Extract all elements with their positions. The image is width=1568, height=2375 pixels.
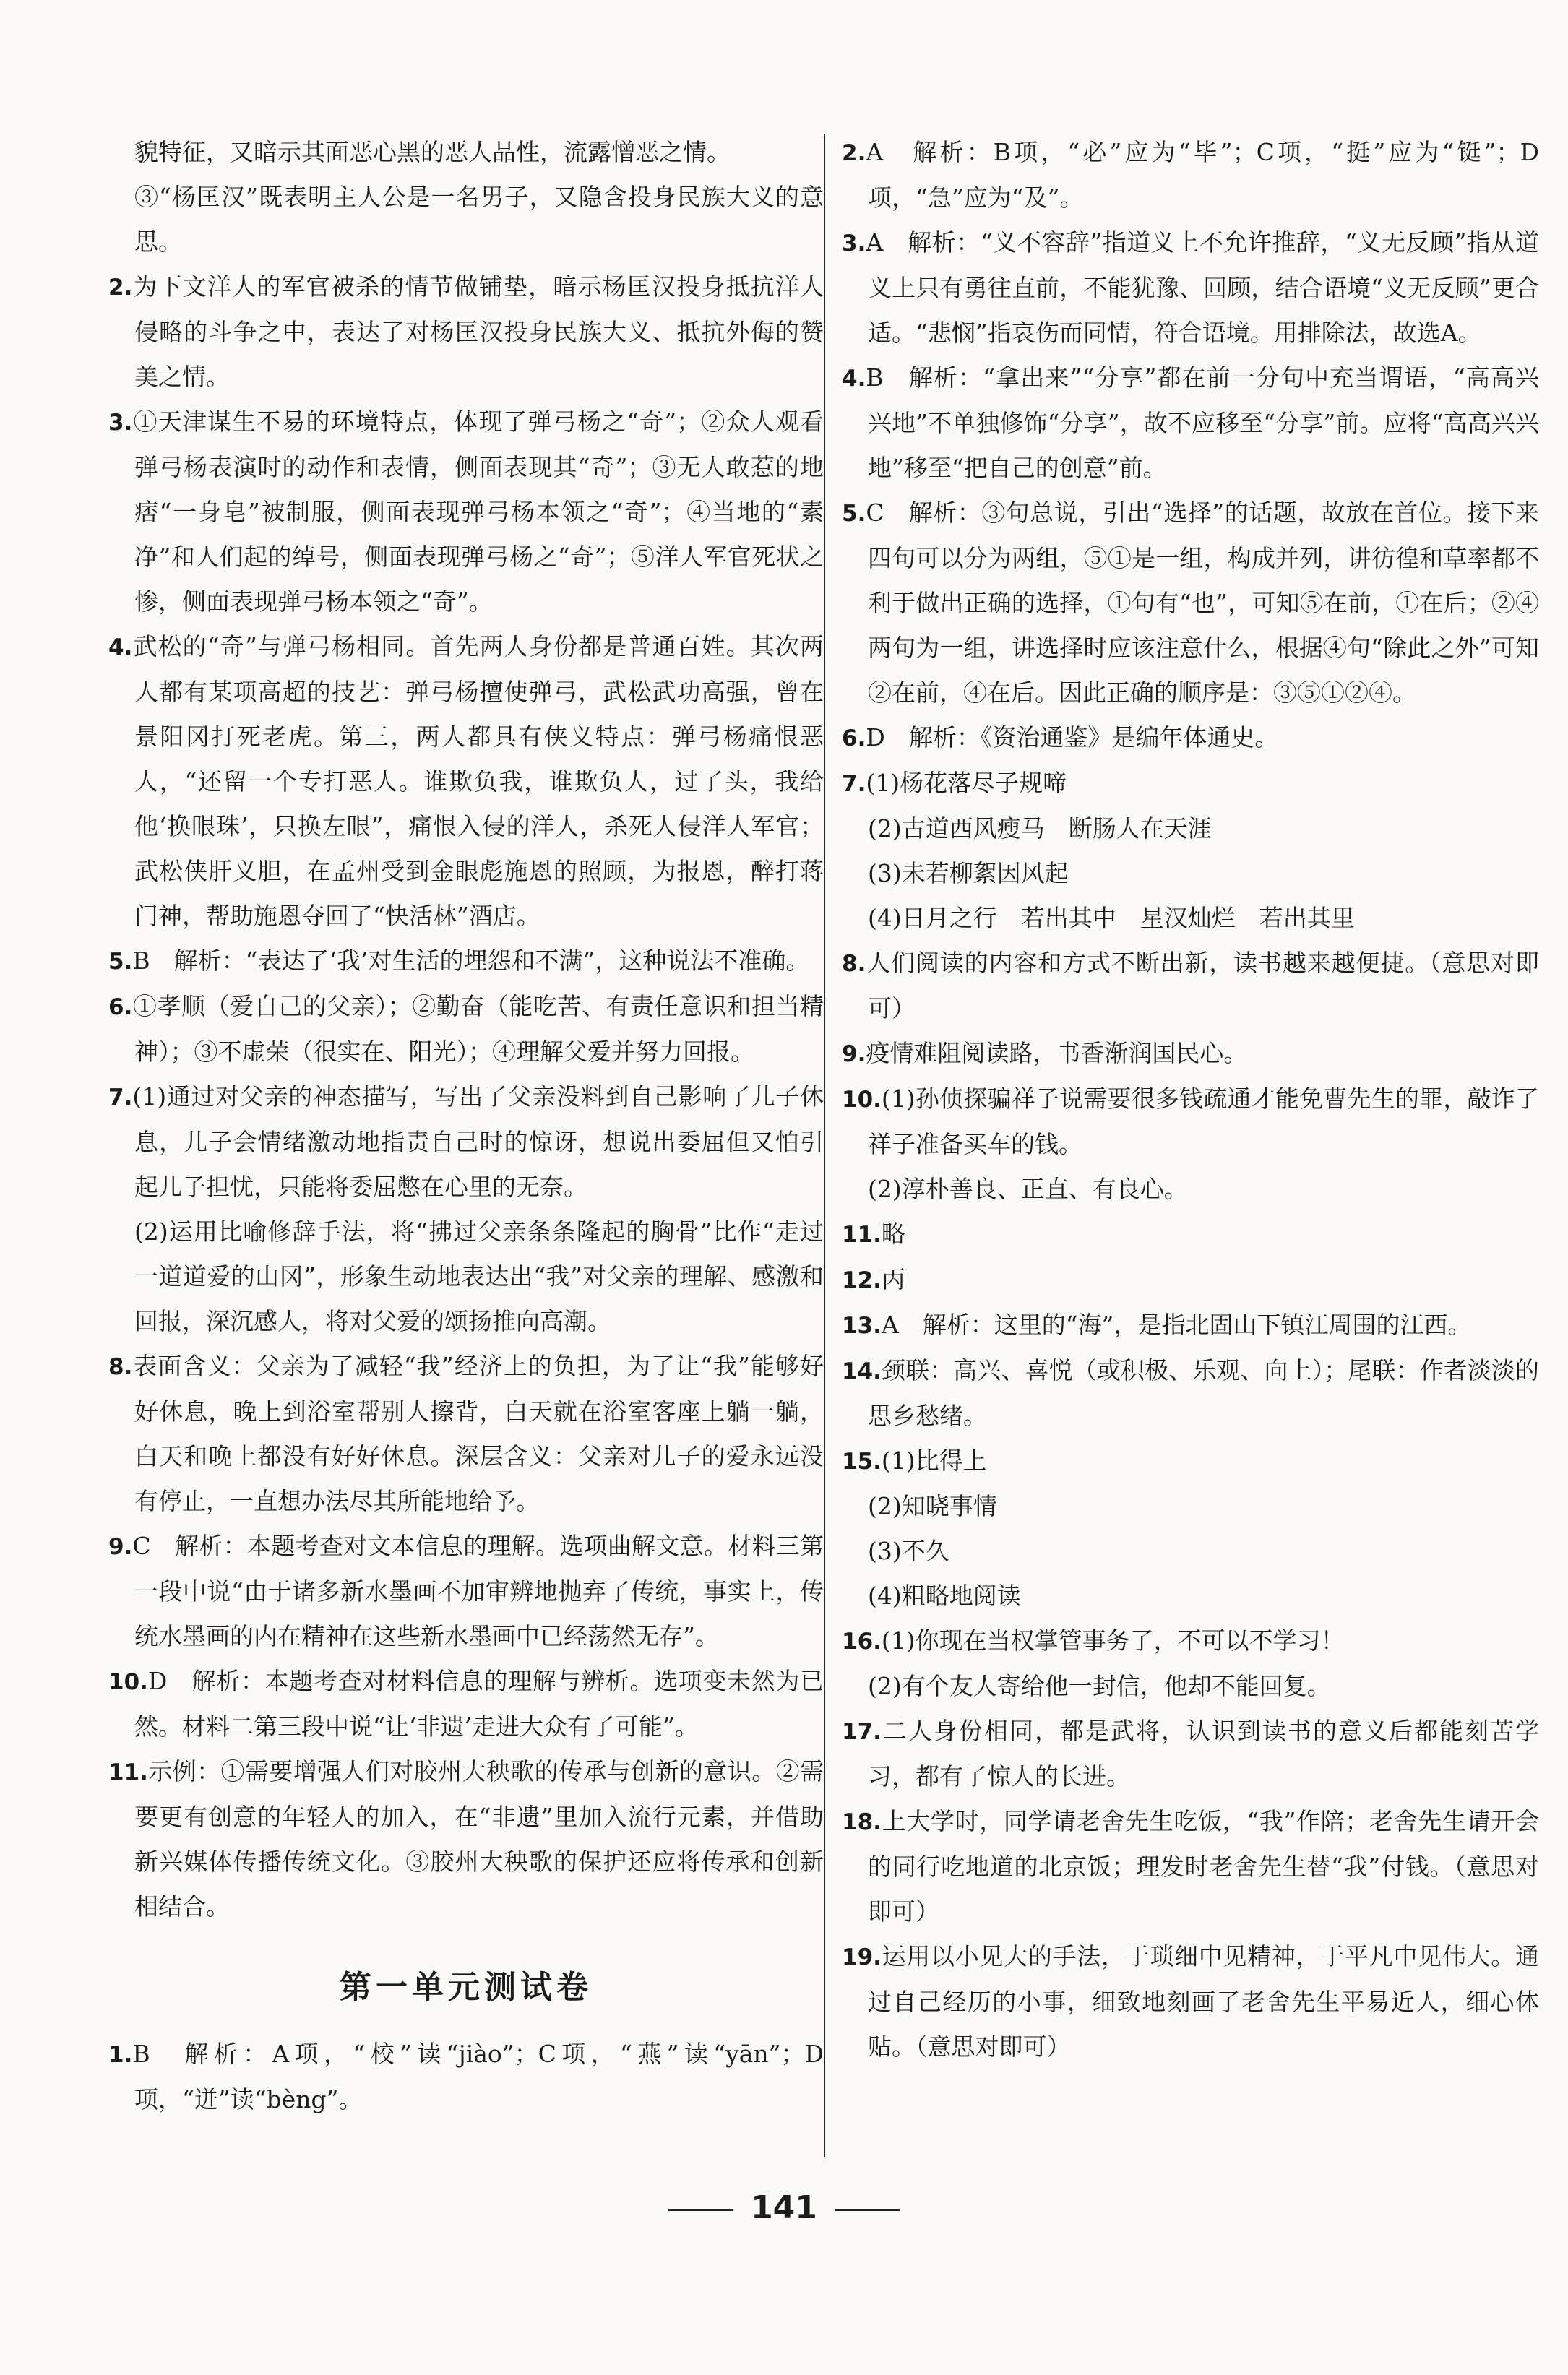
question-number: 15. bbox=[842, 1449, 882, 1475]
answer-text: 丙 bbox=[881, 1265, 905, 1293]
answer-item bbox=[842, 1212, 1539, 1257]
answer-item bbox=[108, 1210, 824, 1344]
answer-text: (1)杨花落尽子规啼 bbox=[866, 769, 1067, 797]
answer-item bbox=[108, 939, 824, 984]
question-number: 8. bbox=[842, 951, 866, 977]
answer-text: D 解析：《资治通鉴》是编年体通史。 bbox=[866, 723, 1279, 751]
answer-text: (2)运用比喻修辞手法，将“拂过父亲条条隆起的胸骨”比作“走过一道道爱的山冈”，形象生动地表达出“我”对父亲的理解、感激和回报，深沉感人，将对父爱的颂扬推向高潮。 bbox=[134, 1217, 824, 1335]
answer-text: (3)不久 bbox=[868, 1537, 949, 1565]
answer-text: A 解析：B项，“必”应为“毕”；C项，“挺”应为“铤”；D项，“急”应为“及”。 bbox=[866, 138, 1539, 212]
question-number: 11. bbox=[842, 1222, 882, 1248]
answer-item bbox=[842, 1439, 1539, 1484]
answer-item bbox=[842, 1574, 1539, 1618]
answer-item bbox=[842, 1303, 1539, 1348]
answer-item bbox=[842, 851, 1539, 896]
answer-text: B 解析：A项，“校”读“jiào”；C项，“燕”读“yān”；D项，“迸”读“bèng”。 bbox=[132, 2040, 824, 2113]
question-number: 3. bbox=[842, 230, 866, 257]
answer-item bbox=[108, 175, 824, 264]
answer-text: (1)你现在当权掌管事务了，不可以不学习！ bbox=[881, 1626, 1345, 1655]
answer-text: (1)比得上 bbox=[881, 1447, 987, 1475]
answer-text: (1)通过对父亲的神态描写，写出了父亲没料到自己影响了儿子休息，儿子会情绪激动地指责自己时的惊讶，想说出委屈但又怕引起儿子担忧，只能将委屈憋在心里的无奈。 bbox=[132, 1082, 824, 1201]
answer-text: 武松的“奇”与弹弓杨相同。首先两人身份都是普通百姓。其次两人都有某项高超的技艺：弹弓杨擅使弹弓，武松武功高强，曾在景阳冈打死老虎。第三，两人都具有侠义特点：弹弓杨痛恨恶人，“还留一个专打恶人。谁欺负我，谁欺负人，过了头，我给他‘换眼珠’，只换左眼”，痛恨入侵的洋人，杀死人侵洋人军官；武松侠肝义胆，在孟州受到金眼彪施恩的照顾，为报恩，醉打蒋门神，帮助施恩夺回了“快活林”酒店。 bbox=[132, 632, 824, 930]
question-number: 1. bbox=[108, 2042, 133, 2068]
question-number: 11. bbox=[108, 1759, 148, 1785]
answer-text: 貌特征，又暗示其面恶心黑的恶人品性，流露憎恶之情。 bbox=[134, 138, 731, 166]
question-number: 17. bbox=[842, 1719, 882, 1745]
answer-text: ③“杨匡汉”既表明主人公是一名男子，又隐含投身民族大义的意思。 bbox=[134, 183, 824, 256]
answer-text: B 解析：“表达了‘我’对生活的埋怨和不满”，这种说法不准确。 bbox=[132, 947, 810, 975]
page-number: 141 bbox=[0, 2189, 1568, 2226]
answer-text: A 解析：这里的“海”，是指北固山下镇江周围的江西。 bbox=[881, 1311, 1472, 1339]
answer-item bbox=[108, 400, 824, 624]
answer-text: C 解析：③句总说，引出“选择”的话题，故放在首位。接下来四句可以分为两组，⑤①是一组，构成并列，讲彷徨和草率都不利于做出正确的选择，①句有“也”，可知⑤在前，①在后；②④两句为一组，讲选择时应该注意什么，根据④句“除此之外”可知②在前，④在后。因此正确的顺序是：③⑤①②④。 bbox=[866, 499, 1539, 707]
question-number: 4. bbox=[108, 634, 133, 660]
answer-text: ①天津谋生不易的环境特点，体现了弹弓杨之“奇”；②众人观看弹弓杨表演时的动作和表情，侧面表现其“奇”；③无人敢惹的地痞“一身皂”被制服，侧面表现弹弓杨本领之“奇”；④当地的“素净”和人们起的绰号，侧面表现弹弓杨之“奇”；⑤洋人军官死状之惨，侧面表现弹弓杨本领之“奇”。 bbox=[132, 408, 824, 616]
answer-text: (3)未若柳絮因风起 bbox=[868, 859, 1069, 887]
answer-item bbox=[108, 1524, 824, 1659]
right-column bbox=[842, 130, 1539, 2069]
answer-item bbox=[842, 355, 1539, 491]
question-number: 9. bbox=[842, 1041, 866, 1067]
question-number: 16. bbox=[842, 1629, 882, 1655]
answer-item bbox=[108, 130, 824, 175]
question-number: 3. bbox=[108, 410, 133, 436]
answer-item bbox=[842, 1077, 1539, 1167]
question-number: 2. bbox=[842, 140, 866, 166]
question-number: 12. bbox=[842, 1267, 882, 1293]
question-number: 7. bbox=[842, 771, 866, 797]
answer-text: (2)知晓事情 bbox=[868, 1492, 997, 1520]
question-number: 5. bbox=[842, 501, 866, 527]
answer-item bbox=[842, 1529, 1539, 1574]
answer-item bbox=[842, 1167, 1539, 1212]
answer-item bbox=[108, 984, 824, 1074]
answer-text: 为下文洋人的军官被杀的情节做铺垫，暗示杨匡汉投身抵抗洋人侵略的斗争之中，表达了对杨匡汉投身民族大义、抵抗外侮的赞美之情。 bbox=[132, 272, 824, 391]
answer-text: (4)粗略地阅读 bbox=[868, 1582, 1021, 1610]
question-number: 8. bbox=[108, 1354, 133, 1380]
answer-text: (1)孙侦探骗祥子说需要很多钱疏通才能免曹先生的罪，敲诈了祥子准备买车的钱。 bbox=[868, 1085, 1539, 1158]
answer-item bbox=[842, 761, 1539, 806]
answer-item bbox=[842, 220, 1539, 355]
question-number: 10. bbox=[108, 1669, 148, 1695]
question-number: 5. bbox=[108, 949, 133, 975]
answer-item bbox=[842, 1709, 1539, 1799]
answer-item bbox=[842, 896, 1539, 941]
answer-item bbox=[108, 1074, 824, 1210]
answer-item bbox=[108, 1344, 824, 1524]
question-number: 19. bbox=[842, 1944, 882, 1970]
answer-text: 疫情难阻阅读路，书香渐润国民心。 bbox=[866, 1039, 1248, 1067]
answer-text: (4)日月之行 若出其中 星汉灿烂 若出其里 bbox=[868, 904, 1355, 932]
question-number: 6. bbox=[842, 725, 866, 751]
answer-text: ①孝顺（爱自己的父亲）；②勤奋（能吃苦、有责任意识和担当精神）；③不虚荣（很实在、阳光）；④理解父爱并努力回报。 bbox=[132, 992, 824, 1066]
column-divider bbox=[824, 134, 825, 2157]
answer-item bbox=[842, 941, 1539, 1031]
answer-item bbox=[842, 1618, 1539, 1664]
answer-text: 上大学时，同学请老舍先生吃饭，“我”作陪；老舍先生请开会的同行吃地道的北京饭；理发时老舍先生替“我”付钱。（意思对即可） bbox=[868, 1807, 1539, 1926]
answer-item bbox=[108, 1749, 824, 1929]
left-column bbox=[108, 130, 824, 2122]
answer-text: A 解析：“义不容辞”指道义上不允许推辞，“义无反顾”指从道义上只有勇往直前，不能犹豫、回顾，结合语境“义无反顾”更合适。“悲悯”指哀伤而同情，符合语境。用排除法，故选A。 bbox=[866, 228, 1539, 347]
answer-item bbox=[842, 1934, 1539, 2069]
answer-item bbox=[108, 624, 824, 939]
question-number: 7. bbox=[108, 1085, 133, 1111]
answer-item bbox=[842, 715, 1539, 761]
question-number: 18. bbox=[842, 1809, 882, 1835]
answer-item bbox=[842, 1031, 1539, 1077]
answer-item bbox=[842, 806, 1539, 851]
answer-text: 略 bbox=[881, 1220, 905, 1248]
answer-item bbox=[842, 1799, 1539, 1934]
question-number: 14. bbox=[842, 1358, 882, 1384]
answer-text: 颈联：高兴、喜悦（或积极、乐观、向上）；尾联：作者淡淡的思乡愁绪。 bbox=[868, 1356, 1539, 1430]
answer-item bbox=[842, 1664, 1539, 1709]
answer-text: (2)有个友人寄给他一封信，他却不能回复。 bbox=[868, 1672, 1331, 1700]
answer-text: 人们阅读的内容和方式不断出新，读书越来越便捷。（意思对即可） bbox=[866, 949, 1539, 1022]
question-number: 6. bbox=[108, 994, 133, 1020]
answer-item bbox=[108, 1659, 824, 1749]
answer-text: D 解析：本题考查对材料信息的理解与辨析。选项变未然为已然。材料二第三段中说“让‘非遗’走进大众有了可能”。 bbox=[134, 1667, 824, 1741]
answer-text: 二人身份相同，都是武将，认识到读书的意义后都能刻苦学习，都有了惊人的长进。 bbox=[868, 1717, 1539, 1790]
section-heading: 第一单元测试卷 bbox=[340, 1969, 593, 2006]
answer-text: (2)古道西风瘦马 断肠人在天涯 bbox=[868, 814, 1212, 842]
answer-text: 示例：①需要增强人们对胶州大秧歌的传承与创新的意识。②需要更有创意的年轻人的加入，在“非遗”里加入流行元素，并借助新兴媒体传播传统文化。③胶州大秧歌的保护还应将传承和创新相结合。 bbox=[134, 1757, 824, 1921]
answer-text: 运用以小见大的手法，于琐细中见精神，于平凡中见伟大。通过自己经历的小事，细致地刻画了老舍先生平易近人，细心体贴。（意思对即可） bbox=[868, 1942, 1539, 2061]
answer-item bbox=[842, 1257, 1539, 1303]
answer-item bbox=[842, 130, 1539, 220]
answer-text: C 解析：本题考查对文本信息的理解。选项曲解文意。材料三第一段中说“由于诸多新水墨画不加审辨地抛弃了传统，事实上，传统水墨画的内在精神在这些新水墨画中已经荡然无存”。 bbox=[132, 1532, 824, 1650]
question-number: 2. bbox=[108, 275, 133, 301]
answer-text: B 解析：“拿出来”“分享”都在前一分句中充当谓语，“高高兴兴地”不单独修饰“分享”，故不应移至“分享”前。应将“高高兴兴地”移至“把自己的创意”前。 bbox=[866, 363, 1539, 482]
answer-item bbox=[108, 2032, 824, 2122]
question-number: 9. bbox=[108, 1534, 133, 1560]
answer-item bbox=[842, 491, 1539, 715]
question-number: 4. bbox=[842, 366, 866, 392]
answer-text: (2)淳朴善良、正直、有良心。 bbox=[868, 1175, 1188, 1203]
question-number: 10. bbox=[842, 1087, 882, 1113]
answer-item bbox=[108, 264, 824, 400]
answer-item bbox=[842, 1484, 1539, 1529]
answer-text: 表面含义：父亲为了减轻“我”经济上的负担，为了让“我”能够好好休息，晚上到浴室帮别人擦背，白天就在浴室客座上躺一躺，白天和晚上都没有好好休息。深层含义：父亲对儿子的爱永远没有停止，一直想办法尽其所能地给予。 bbox=[132, 1352, 824, 1515]
question-number: 13. bbox=[842, 1313, 882, 1339]
answer-item bbox=[842, 1348, 1539, 1439]
